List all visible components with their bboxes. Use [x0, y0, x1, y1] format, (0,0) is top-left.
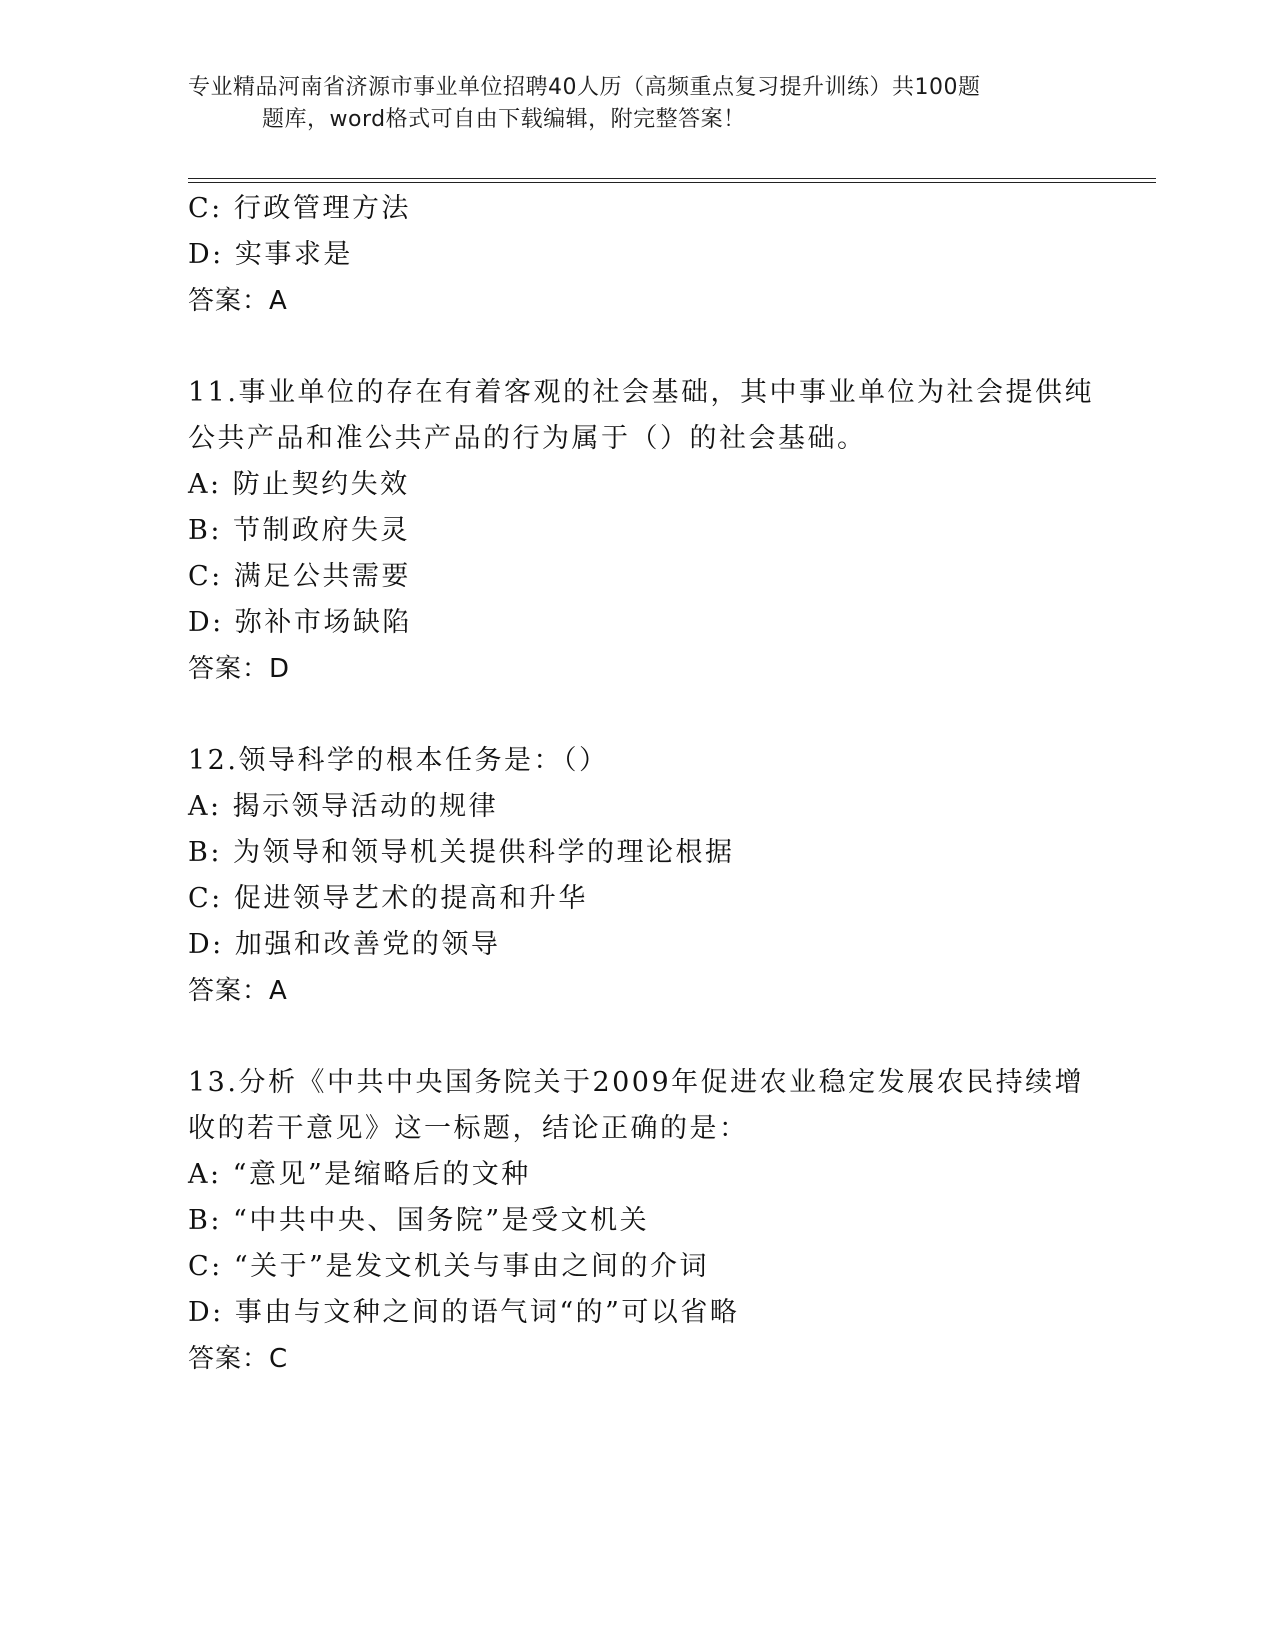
option-a: A: “意见”是缩略后的文种: [188, 1159, 531, 1190]
question-stem-line-1: 12.领导科学的根本任务是：（）: [188, 745, 609, 776]
option-a: A: 揭示领导活动的规律: [188, 791, 499, 822]
header-title-line-1: 专业精品河南省济源市事业单位招聘40人历（高频重点复习提升训练）共100题: [188, 75, 981, 100]
question-12: [188, 738, 1108, 1014]
question-stem-line-2: 收的若干意见》这一标题，结论正确的是：: [188, 1113, 749, 1144]
spacer: [188, 1014, 1108, 1060]
spacer: [188, 692, 1108, 738]
option-a: A: 防止契约失效: [188, 469, 410, 500]
answer-line: 答案：D: [188, 654, 291, 684]
answer-line: 答案：A: [188, 286, 288, 316]
option-b: B: 为领导和领导机关提供科学的理论根据: [188, 837, 735, 868]
question-11: [188, 370, 1108, 692]
question-list: [188, 186, 1108, 1382]
option-d: D: 弥补市场缺陷: [188, 607, 412, 638]
option-d: D: 加强和改善党的领导: [188, 929, 501, 960]
header-title-line-2: 题库，word格式可自由下载编辑，附完整答案！: [262, 107, 746, 132]
option-b: B: “中共中央、国务院”是受文机关: [188, 1205, 650, 1236]
spacer: [188, 324, 1108, 370]
document-header: [188, 72, 1088, 136]
answer-line: 答案：C: [188, 1344, 289, 1374]
option-d: D: 事由与文种之间的语气词“的”可以省略: [188, 1297, 740, 1328]
option-c: C: “关于”是发文机关与事由之间的介词: [188, 1251, 709, 1282]
question-stem-line-1: 11.事业单位的存在有着客观的社会基础，其中事业单位为社会提供纯: [188, 377, 1094, 408]
option-d: D: 实事求是: [188, 239, 353, 270]
answer-line: 答案：A: [188, 976, 288, 1006]
option-b: B: 节制政府失灵: [188, 515, 411, 546]
question-stem-line-2: 公共产品和准公共产品的行为属于（）的社会基础。: [188, 423, 867, 454]
header-divider-top: [188, 178, 1156, 179]
question-stem-line-1: 13.分析《中共中央国务院关于2009年促进农业稳定发展农民持续增: [188, 1067, 1085, 1098]
option-c: C: 满足公共需要: [188, 561, 411, 592]
question-10-tail: [188, 186, 1108, 324]
option-c: C: 行政管理方法: [188, 193, 411, 224]
option-c: C: 促进领导艺术的提高和升华: [188, 883, 588, 914]
header-divider-bottom: [188, 182, 1156, 183]
question-13: [188, 1060, 1108, 1382]
